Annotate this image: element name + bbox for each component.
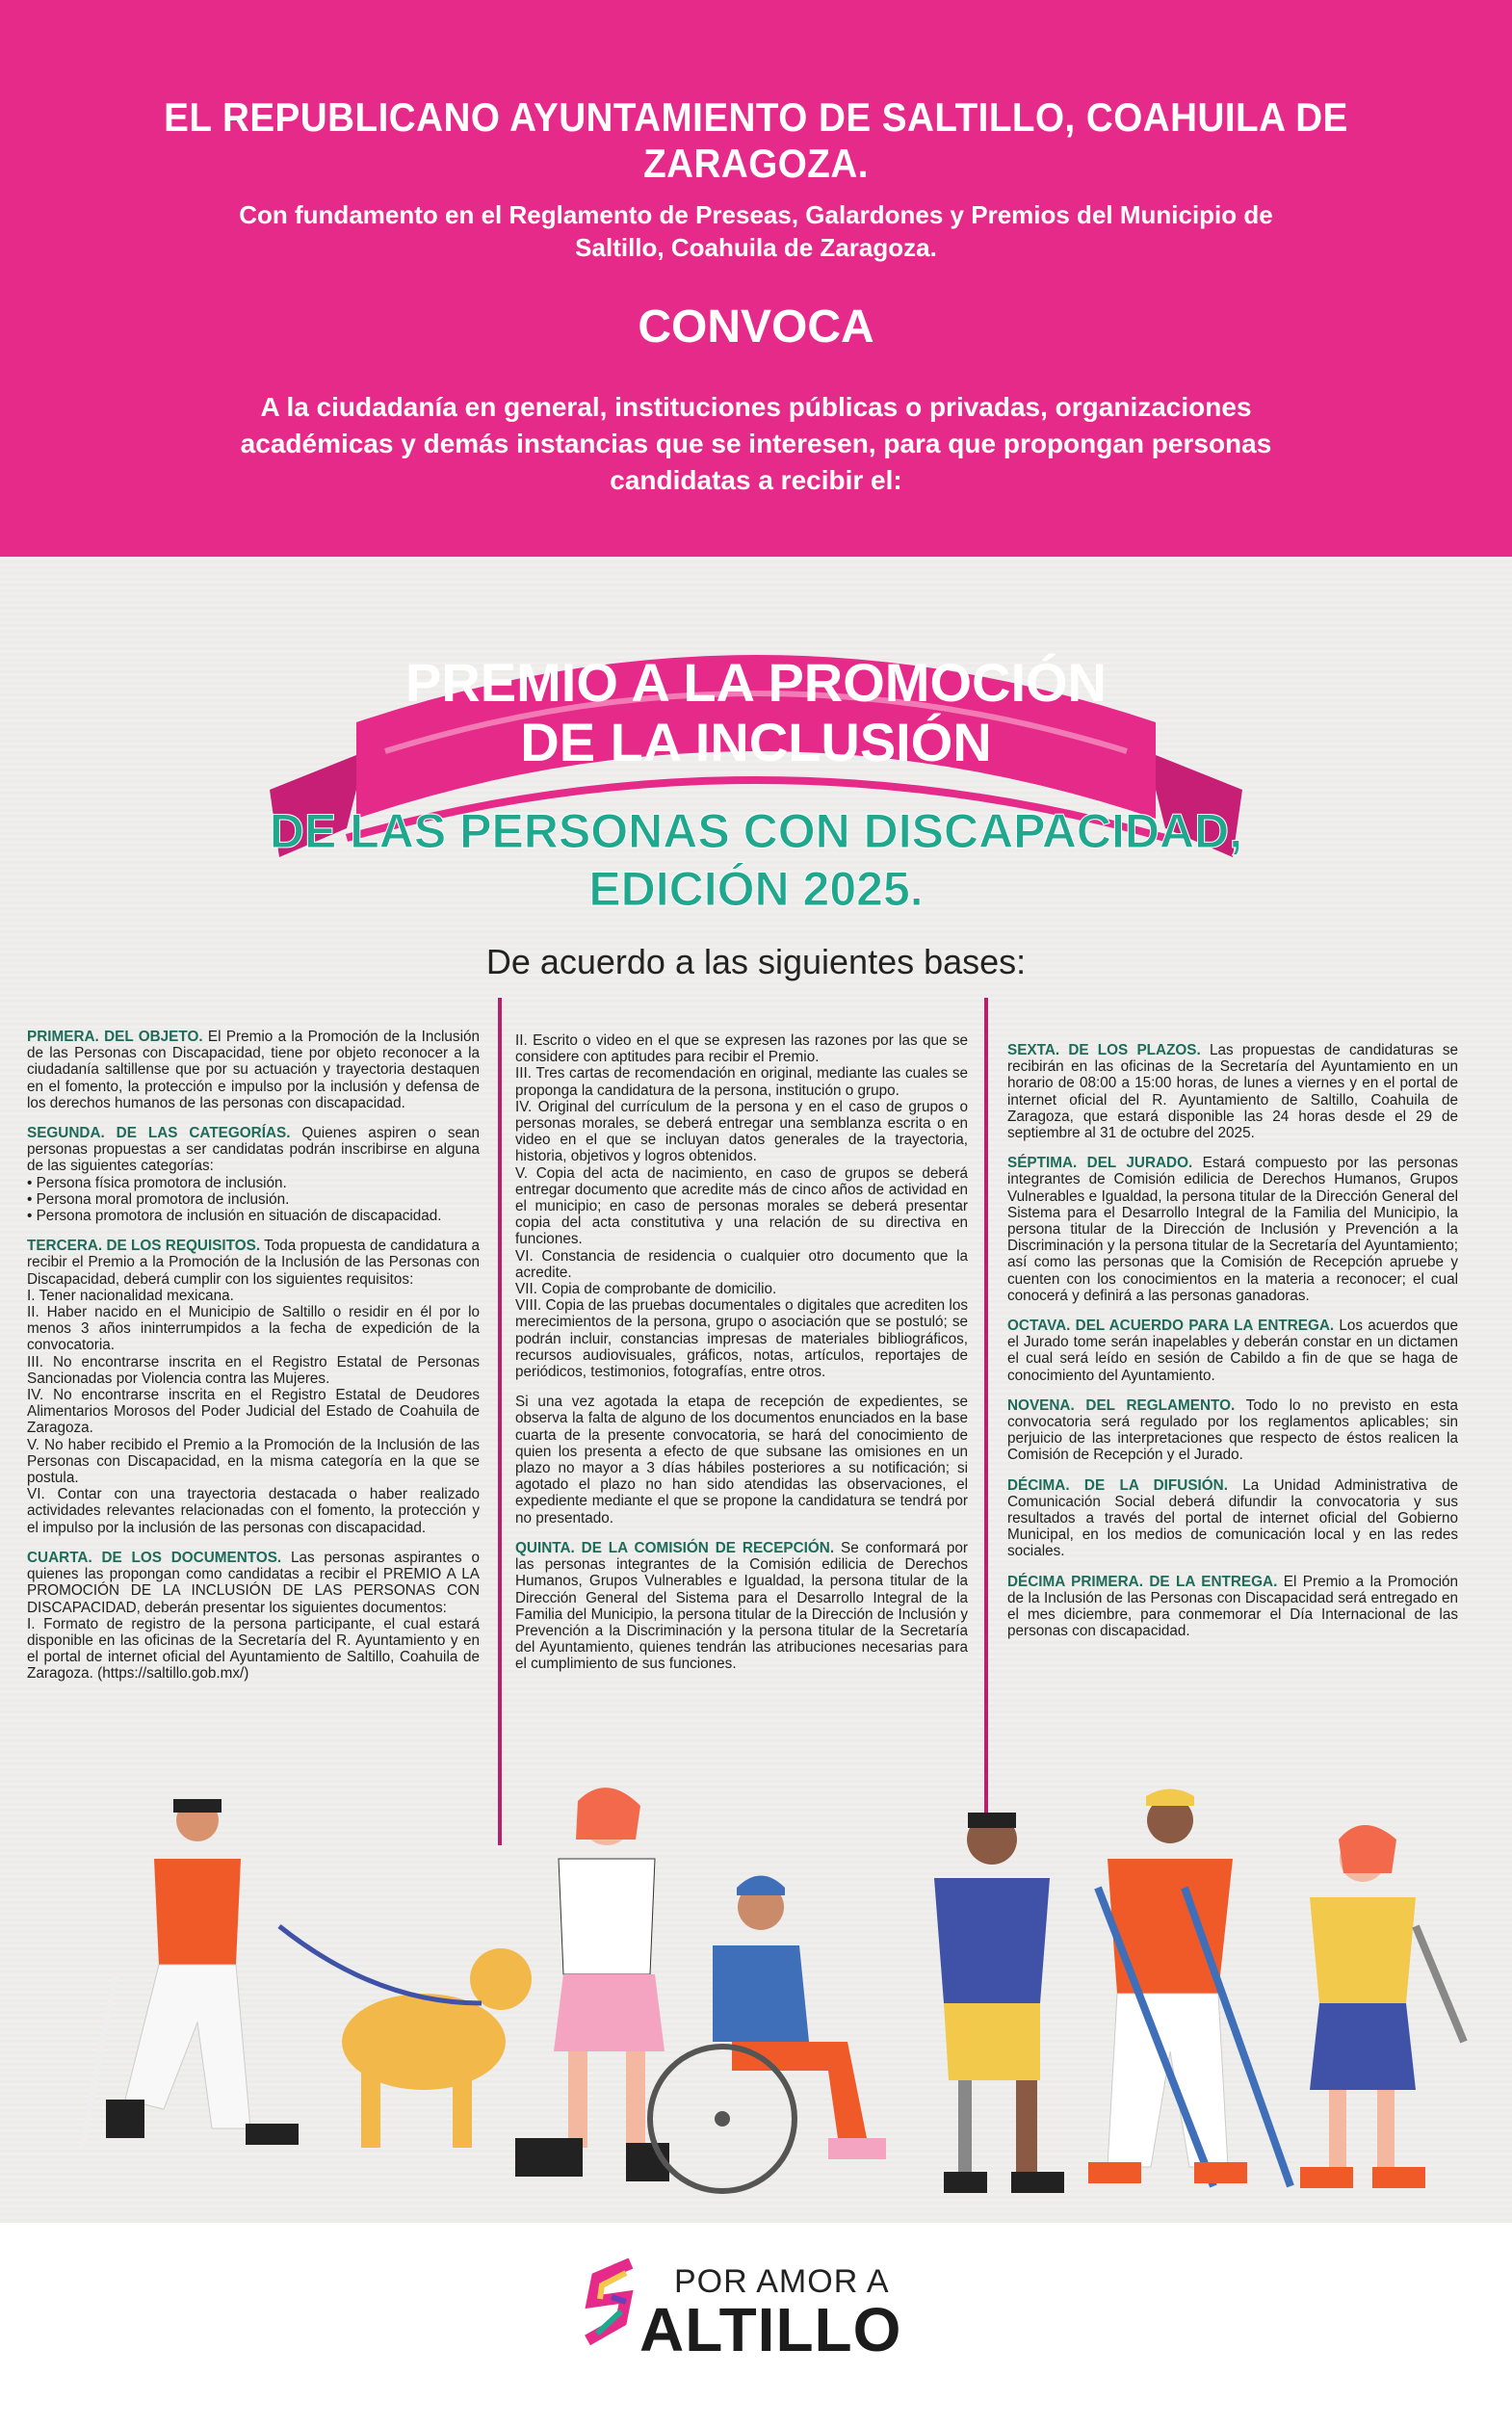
base-novena-heading: NOVENA. DEL REGLAMENTO. [1007,1396,1236,1414]
woman-figure [515,1788,669,2181]
document-item: VI. Constancia de residencia o cualquier otro documento que la acredite. [515,1247,968,1281]
column-1 [27,1029,480,1696]
document-item: IV. Original del currículum de la persona y en el caso de grupos o personas morales, se deberá entregar una semblanza escrita o en video en el que se incluyan datos generales de la trayectoria, historia, objetivos y logros obtenidos. [515,1098,968,1165]
document-item: I. Formato de registro de la persona participante, el cual estará disponible en las oficinas de la Secretaría del R. Ayuntamiento y en el portal de internet oficial del Ayuntamiento de Saltillo, Coahuila de Zaragoza. (https://saltillo.gob.mx/) [27,1615,480,1683]
award-line2: DE LA INCLUSIÓN [520,712,992,772]
requirement-item: II. Haber nacido en el Municipio de Saltillo o residir en él por lo menos 3 años ininterrumpidos a la fecha de expedición de la convocatoria. [27,1304,480,1354]
requirement-item: I. Tener nacionalidad mexicana. [27,1287,234,1304]
base-segunda-heading: SEGUNDA. DE LAS CATEGORÍAS. [27,1125,291,1142]
base-septima-heading: SÉPTIMA. DEL JURADO. [1007,1155,1193,1172]
base-decima-primera-text: El Premio a la Promoción de la Inclusión de las Personas con Discapacidad será entregado en el mes diciembre, para conmemorar el Día Internacional de las personas con discapacidad. [1007,1573,1459,1640]
column-divider-left [498,998,502,1845]
inclusion-illustration [0,1782,1512,2225]
document-item: VIII. Copia de las pruebas documentales o digitales que acrediten los merecimientos de la persona, grupo o asociación que se postuló; se podrán incluir, constancias impresas de materiales bibliográficos, recursos audiovisuales, gráficos, notas, artículos, reportajes de periódicos, testimonios, fotografías, entre otros. [515,1297,968,1381]
base-octava-heading: OCTAVA. DEL ACUERDO PARA LA ENTREGA. [1007,1318,1335,1335]
base-decima-text: La Unidad Administrativa de Comunicación Social deberá difundir la convocatoria y sus resultados a través del portal de internet oficial del Gobierno Municipal, en los medios de comunicación local y en las redes sociales. [1007,1476,1458,1560]
header-banner [0,0,1512,557]
call-text: A la ciudadanía en general, instituciones públicas o privadas, organizaciones académicas y demás instancias que se interesen, para que propongan personas candidatas a recibir el: [240,392,1272,495]
document-item: V. Copia del acta de nacimiento, en caso de grupos se deberá entregar documento que acredite más de cinco años de actividad en el municipio; en caso de personas morales se deberá presentar copia del acta constitutiva y una relación de su directiva en funciones. [515,1164,968,1248]
base-decima-heading: DÉCIMA. DE LA DIFUSIÓN. [1007,1476,1228,1494]
base-primera-text: El Premio a la Promoción de la Inclusión de las Personas con Discapacidad, tiene por objeto reconocer a la ciudadanía saltillense que por su actuación y trayectoria destaquen en el fomento, la protección e impulso por la inclusión y defensa de los derechos humanos de las personas con discapacidad. [27,1029,480,1111]
base-cuarta-text: Las personas aspirantes o quienes las propongan como candidatas a recibir el PREMIO A LA PROMOCIÓN DE LA INCLUSIÓN DE LAS PERSONAS CON DISCAPACIDAD, deberán presentar los siguientes documentos: [27,1549,480,1616]
category-item: • Persona promotora de inclusión en situación de discapacidad. [27,1208,442,1225]
base-decima-primera-heading: DÉCIMA PRIMERA. DE LA ENTREGA. [1007,1573,1278,1590]
base-sexta-heading: SEXTA. DE LOS PLAZOS. [1007,1042,1201,1058]
document-item: III. Tres cartas de recomendación en original, mediante las cuales se proponga la candidatura de la persona, institución o grupo. [515,1065,968,1099]
wheelchair-user-figure [650,1876,886,2192]
column-3 [1007,1042,1458,1654]
logo-wordmark: ALTILLO [639,2295,902,2364]
base-quinta-text: Se conformará por las personas integrantes de la Comisión edilicia de Derechos Humanos, Grupos Vulnerables e Igualdad, la persona titular de la Dirección General del Sistema para el Desarrollo Integral de la Familia del Municipio, la persona titular de la Dirección de Inclusión y Prevención a la Discriminación y la persona titular de la Secretaría del Ayuntamiento, quienes tendrán las atribuciones necesarias para el cumplimiento de sus funciones. [515,1539,969,1673]
base-sexta-text: Las propuestas de candidaturas se recibirán en las oficinas de la Secretaría del Ayuntamiento en un horario de 08:00 a 15:00 horas, de lunes a viernes y en el portal de internet oficial del R. Ayuntamiento de Saltillo, Coahuila de Zaragoza, que estará disponible las 24 horas desde el 29 de septiembre al 31 de octubre del 2025. [1007,1042,1458,1142]
institution-title: EL REPUBLICANO AYUNTAMIENTO DE SALTILLO, COAHUILA DE ZARAGOZA. [164,94,1348,186]
document-item: II. Escrito o video en el que se expresen las razones por las que se considere con aptitudes para recibir el Premio. [515,1032,968,1066]
missing-docs-note: Si una vez agotada la etapa de recepción de expedientes, se observa la falta de alguno de los documentos enunciados en la base cuarta de la presente convocatoria, se hará del conocimiento de quien los presenta a efecto de que subsane las omisiones en un plazo no mayor a 3 días hábiles posteriores a su notificación; si agotado el plazo no han sido atendidas las observaciones, el expediente mediante el que se propone la candidatura se tendrá por no presentado. [515,1394,968,1527]
saltillo-logo-mark [583,2258,640,2345]
requirement-item: IV. No encontrarse inscrita en el Registro Estatal de Deudores Alimentarios Morosos del Poder Judicial del Estado de Coahuila de Zaragoza. [27,1387,480,1437]
person-with-cane-figure [82,1799,299,2148]
base-novena-text: Todo lo no previsto en esta convocatoria será regulado por los reglamentos aplicables; sin perjuicio de las interpretaciones que respecto de éstos realicen la Comisión de Recepción y el Jurado. [1007,1396,1458,1464]
base-septima-text: Estará compuesto por las personas integrantes de Comisión edilicia de Derechos Humanos, Grupos Vulnerables e Igualdad, la persona titular de la Dirección General del Sistema para el Desarrollo Integral de la Familia del Municipio, la persona titular de la Dirección de Inclusión y Prevención a la Discriminación y la persona titular de la Secretaría del Ayuntamiento; así como las personas que la Comisión de Recepción apruebe y cuenten con los conocimientos en la materia a reconocer; el cual conocerá y definirá a las personas ganadoras. [1007,1155,1458,1304]
award-line1: PREMIO A LA PROMOCIÓN [405,652,1107,713]
guide-dog-figure [279,1926,532,2148]
category-item: • Persona moral promotora de inclusión. [27,1190,290,1208]
convoca-heading: CONVOCA [638,301,874,352]
man-with-prosthetic-leg-figure [934,1813,1064,2193]
award-ribbon [260,616,1252,934]
base-cuarta-heading: CUARTA. DE LOS DOCUMENTOS. [27,1549,282,1566]
legal-basis: Con fundamento en el Reglamento de Preseas, Galardones y Premios del Municipio de Saltillo, Coahuila de Zaragoza. [239,200,1273,262]
bases-title: De acuerdo a las siguientes bases: [485,942,1027,981]
logo-tagline: POR AMOR A [674,2263,890,2300]
requirement-item: III. No encontrarse inscrita en el Registro Estatal de Personas Sancionadas por Violencia contra las Mujeres. [27,1353,480,1387]
woman-with-prosthetic-arm-figure [1300,1825,1464,2188]
base-primera-heading: PRIMERA. DEL OBJETO. [27,1029,203,1045]
base-segunda-text: Quienes aspiren o sean personas propuestas a ser candidatas podrán inscribirse en alguna de las siguientes categorías: [27,1125,481,1175]
base-tercera-heading: TERCERA. DE LOS REQUISITOS. [27,1238,261,1255]
category-item: • Persona física promotora de inclusión. [27,1174,287,1191]
base-octava-text: Los acuerdos que el Jurado tome serán inapelables y deberán constar en un dictamen el cual será leído en sesión de Cabildo a fin de que se haga de conocimiento del Ayuntamiento. [1007,1318,1458,1384]
base-quinta-heading: QUINTA. DE LA COMISIÓN DE RECEPCIÓN. [515,1539,835,1556]
award-line3: DE LAS PERSONAS CON DISCAPACIDAD, [269,804,1243,858]
column-divider-right [984,998,988,1845]
column-2 [515,1032,968,1686]
document-item: VII. Copia de comprobante de domicilio. [515,1281,777,1298]
woman-with-crutches-figure [1088,1789,1290,2187]
award-line4: EDICIÓN 2025. [588,862,924,916]
requirement-item: VI. Contar con una trayectoria destacada o haber realizado actividades relevantes relacionadas con el fomento, la protección y el impulso por la inclusión de las personas con discapacidad. [27,1486,480,1536]
base-tercera-text: Toda propuesta de candidatura a recibir el Premio a la Promoción de la Inclusión de las Personas con Discapacidad, deberá cumplir con los siguientes requisitos: [27,1238,481,1288]
requirement-item: V. No haber recibido el Premio a la Promoción de la Inclusión de las Personas con Discapacidad, en la misma categoría en la que se postula. [27,1436,480,1487]
